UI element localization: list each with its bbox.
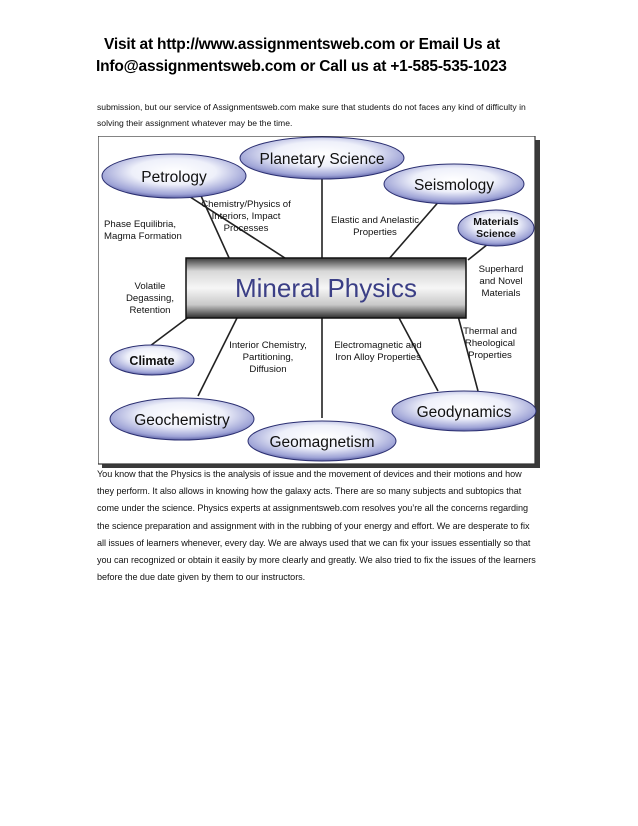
intro-paragraph: submission, but our service of Assignmentsweb.com make sure that students do not faces any kind of difficulty in solving their assignment whatever may be the time. (97, 102, 526, 128)
svg-text:Superhard: Superhard (478, 264, 524, 275)
svg-text:Magma Formation: Magma Formation (104, 231, 182, 242)
header-line-1: Visit at http://www.assignmentsweb.com or Email Us at (104, 36, 500, 53)
svg-text:Materials: Materials (473, 216, 519, 228)
node-climate (110, 345, 194, 375)
svg-text:Volatile: Volatile (134, 281, 166, 292)
node-geodynamics (392, 391, 536, 431)
svg-text:Properties: Properties (468, 350, 512, 361)
svg-text:Diffusion: Diffusion (249, 364, 287, 375)
svg-text:Elastic and Anelastic: Elastic and Anelastic (331, 215, 419, 226)
center-title: Mineral Physics (234, 273, 418, 303)
node-materials-science (458, 210, 534, 246)
svg-text:Electromagnetic and: Electromagnetic and (334, 340, 422, 351)
svg-text:Planetary Science: Planetary Science (259, 151, 385, 168)
svg-text:Partitioning,: Partitioning, (242, 352, 294, 363)
svg-text:Climate: Climate (129, 354, 175, 368)
label-phase-equilibria (104, 219, 182, 242)
svg-text:Seismology: Seismology (413, 177, 495, 194)
svg-text:Interiors, Impact: Interiors, Impact (211, 211, 281, 222)
node-geochemistry (110, 398, 254, 440)
svg-text:and Novel: and Novel (479, 276, 523, 287)
node-planetary-science (240, 137, 404, 179)
svg-text:Retention: Retention (129, 305, 171, 316)
contact-header (96, 34, 556, 78)
svg-text:Science: Science (476, 228, 516, 240)
svg-text:Phase Equilibria,: Phase Equilibria, (104, 219, 176, 230)
label-superhard (479, 264, 524, 299)
mineral-physics-diagram (98, 136, 541, 469)
svg-text:Geomagnetism: Geomagnetism (269, 434, 375, 451)
svg-text:Petrology: Petrology (141, 169, 207, 186)
label-thermal-rheological (463, 326, 517, 361)
svg-text:Thermal and: Thermal and (463, 326, 517, 337)
svg-text:Materials: Materials (481, 288, 521, 299)
header-line-2: Info@assignmentsweb.com or Call us at +1-585-535-1023 (96, 58, 507, 75)
node-geomagnetism (248, 421, 396, 461)
svg-text:Rheological: Rheological (464, 338, 516, 349)
svg-text:Interior Chemistry,: Interior Chemistry, (229, 340, 307, 351)
node-petrology (102, 154, 246, 198)
body-paragraph: You know that the Physics is the analysis of issue and the movement of devices and their motions and how they perform. It also allows in knowing how the galaxy acts. There are so many subjects and subtopics that come under the science. Physics experts at assignmentsweb.com resolves you’re all the concerns regarding the science preparation and assignment with in the rubbing of your energy and effort. We are desperate to fix all issues of learners whenever, every day. We are always used that we can fix your issues essentially so that you can recognized or obtain it easily by more clearly and greatly. We also tried to fix the issues of the learners before the due date given by them to our instructors. (97, 469, 536, 583)
svg-text:Geodynamics: Geodynamics (416, 404, 512, 421)
svg-text:Properties: Properties (353, 227, 397, 238)
svg-text:Processes: Processes (223, 223, 269, 234)
svg-text:Degassing,: Degassing, (126, 293, 174, 304)
svg-text:Iron Alloy Properties: Iron Alloy Properties (335, 352, 421, 363)
label-electromagnetic (334, 340, 421, 363)
node-seismology (384, 164, 524, 204)
svg-text:Chemistry/Physics of: Chemistry/Physics of (201, 199, 291, 210)
svg-text:Geochemistry: Geochemistry (134, 412, 230, 429)
